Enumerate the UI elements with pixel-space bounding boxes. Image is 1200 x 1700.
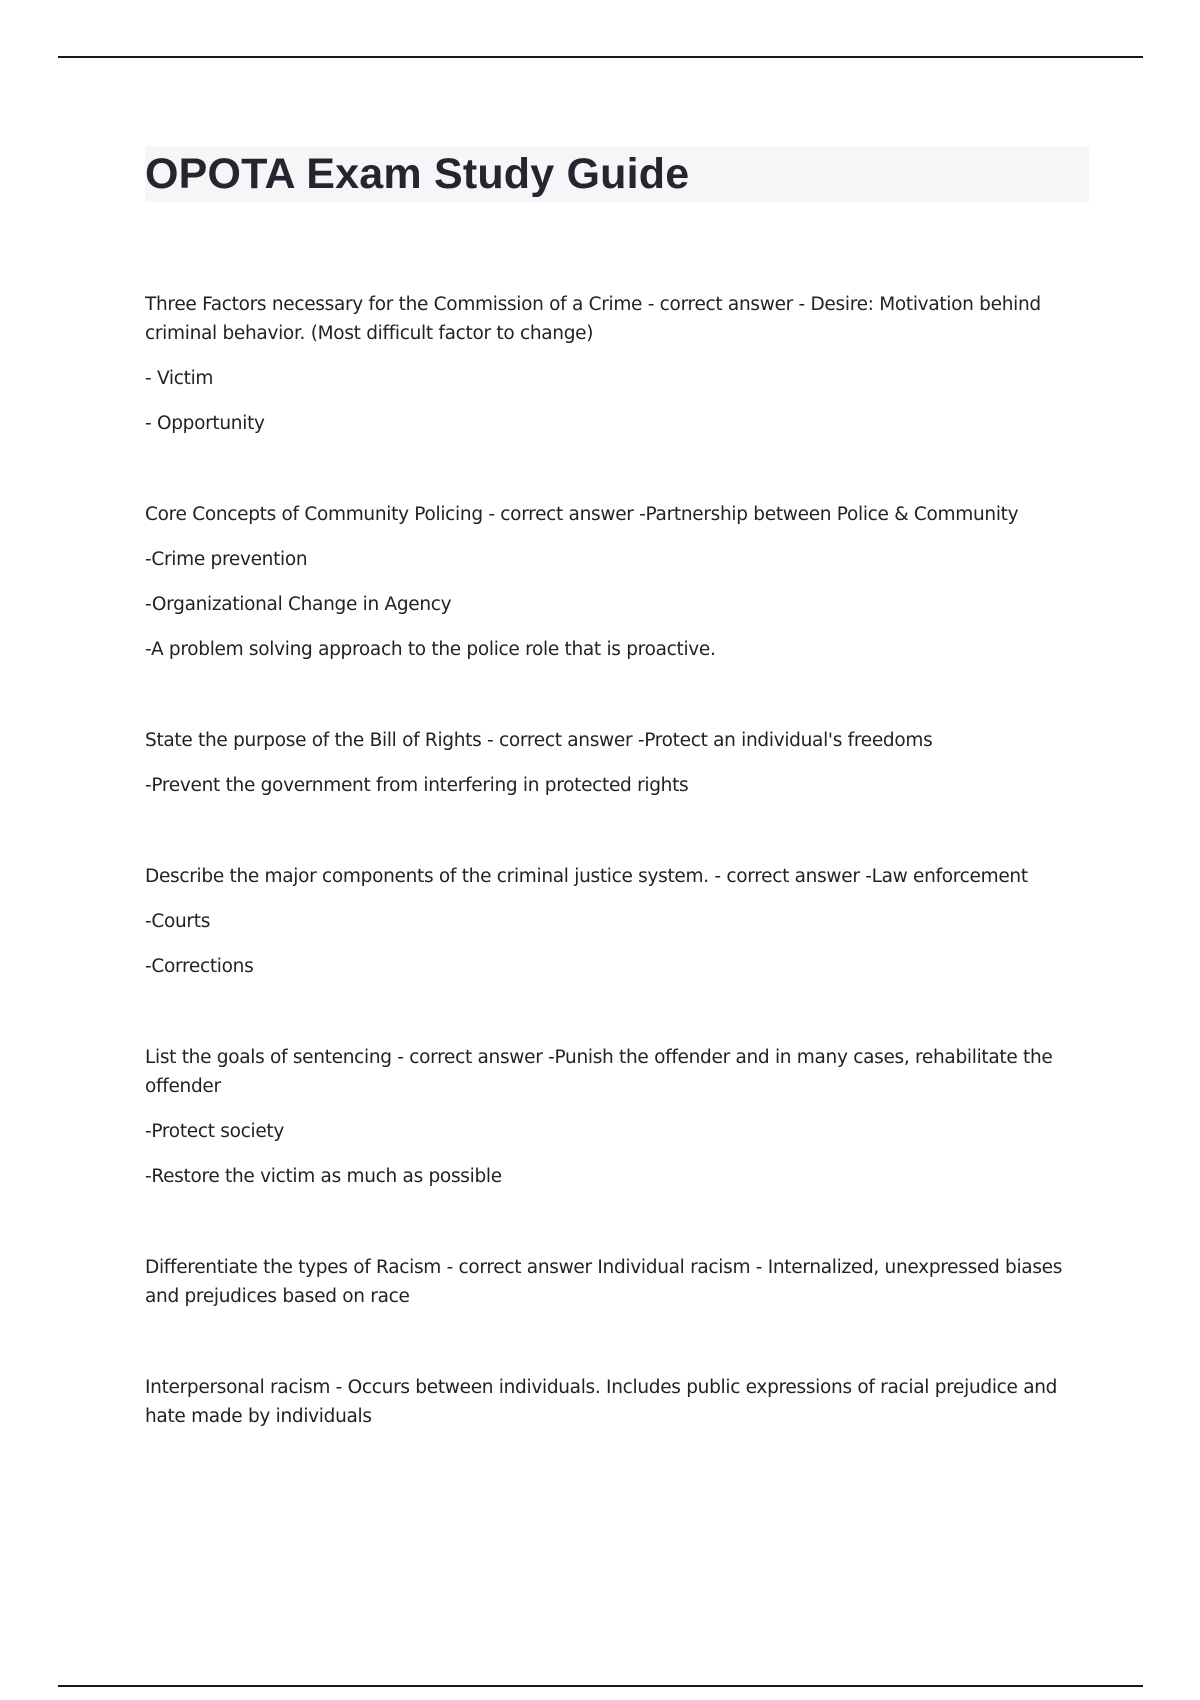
question-line: State the purpose of the Bill of Rights - correct answer -Protect an individual's freedoms [145,730,933,751]
document-body [145,290,1090,1431]
qa-item [145,1043,1090,1191]
question-line: Three Factors necessary for the Commission of a Crime - correct answer - Desire: Motivation behind criminal behavior. (Most difficult factor to change) [145,294,1041,344]
question-line: Interpersonal racism - Occurs between individuals. Includes public expressions of racial prejudice and hate made by individuals [145,1377,1058,1427]
top-rule [58,56,1143,58]
qa-item [145,500,1090,664]
question-line: Core Concepts of Community Policing - correct answer -Partnership between Police & Community [145,504,1019,525]
answer-line: -Courts [145,911,211,932]
question-line: List the goals of sentencing - correct answer -Punish the offender and in many cases, rehabilitate the offender [145,1047,1053,1097]
answer-line: - Opportunity [145,413,265,434]
answer-line: -Corrections [145,956,254,977]
qa-item [145,1253,1090,1311]
answer-line: -A problem solving approach to the police role that is proactive. [145,639,716,660]
qa-item [145,1373,1090,1431]
qa-item [145,290,1090,438]
bottom-rule [58,1685,1143,1687]
answer-line: -Protect society [145,1121,285,1142]
page-title: OPOTA Exam Study Guide [145,150,690,198]
answer-line: -Organizational Change in Agency [145,594,452,615]
qa-item [145,726,1090,800]
answer-line: -Prevent the government from interfering in protected rights [145,775,689,796]
question-line: Describe the major components of the criminal justice system. - correct answer -Law enforcement [145,866,1028,887]
answer-line: -Crime prevention [145,549,308,570]
answer-line: -Restore the victim as much as possible [145,1166,502,1187]
answer-line: - Victim [145,368,214,389]
question-line: Differentiate the types of Racism - correct answer Individual racism - Internalized, unexpressed biases and prejudices based on race [145,1257,1063,1307]
title-banner [145,146,1089,202]
qa-item [145,862,1090,981]
